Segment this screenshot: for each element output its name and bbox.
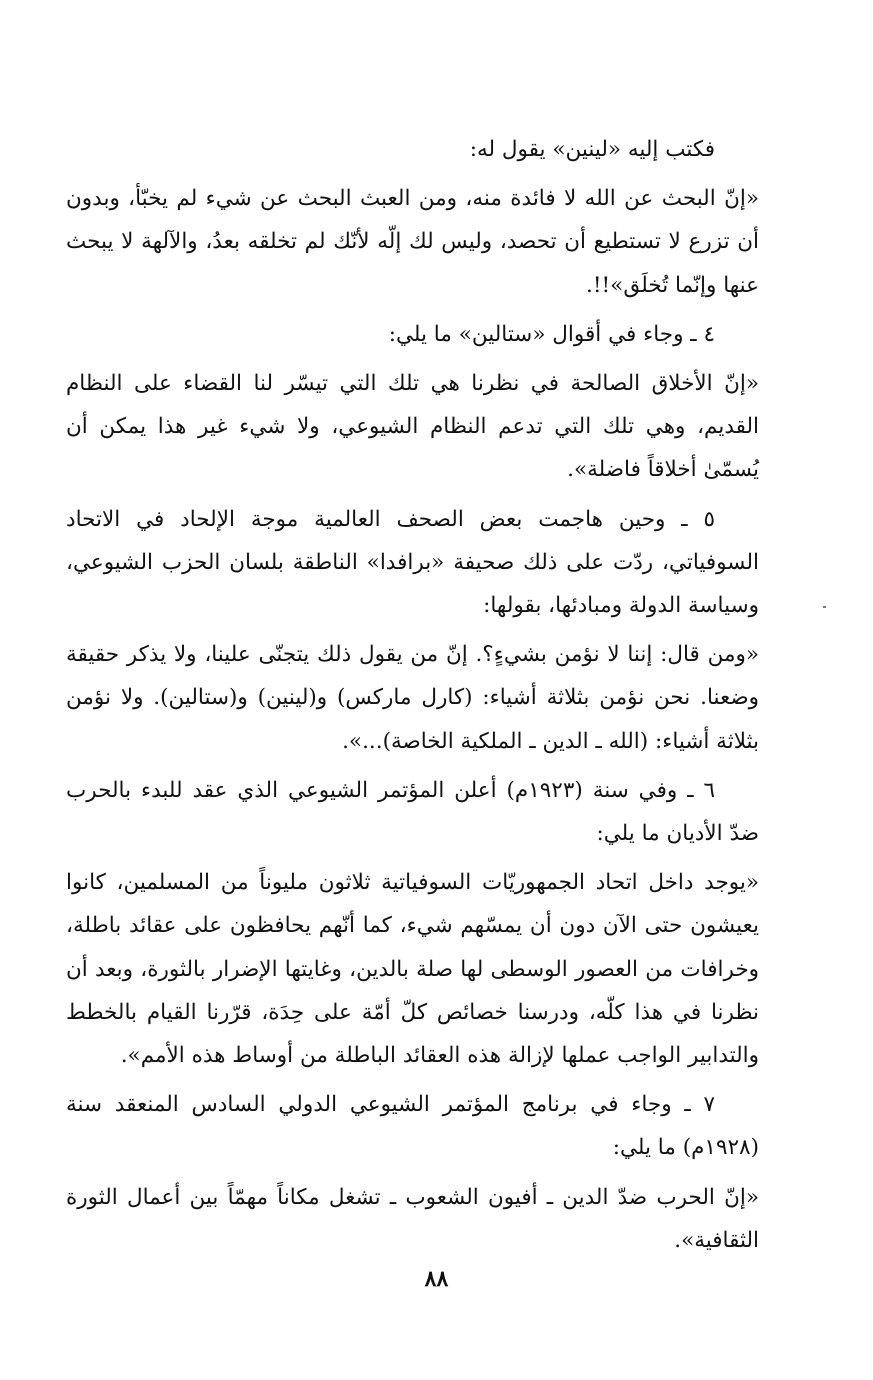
quote-congress-1928: «إنّ الحرب ضدّ الدين ـ أفيون الشعوب ـ تشغل مكاناً مهمّاً بين أعمال الثورة الثقافية».	[66, 1184, 759, 1253]
paragraph-item-6: ٦ ـ وفي سنة (١٩٢٣م) أعلن المؤتمر الشيوعي الذي عقد للبدء بالحرب ضدّ الأديان ما يلي:	[66, 777, 759, 847]
paragraph-item-4: ٤ ـ وجاء في أقوال «ستالين» ما يلي:	[388, 321, 715, 347]
quote-lenin: «إنّ البحث عن الله لا فائدة منه، ومن العبث البحث عن شيء لم يخبّأ، وبدون أن تزرع لا تستطيع أن تحصد، وليس لك إلّه لأنّك لم تخلقه بعدُ، والآلهة لا يبحث عنها وإنّما تُخلَق»!!.	[66, 186, 759, 298]
page-number: ٨٨	[424, 1266, 449, 1292]
scan-speck	[823, 606, 826, 608]
quote-stalin: «إنّ الأخلاق الصالحة في نظرنا هي تلك التي تيسّر لنا القضاء على النظام القديم، وهي تلك التي تدعم النظام الشيوعي، ولا شيء غير هذا يمكن أن يُسمّىٰ أخلاقاً فاضلة».	[66, 371, 759, 483]
page-body	[66, 128, 759, 1268]
paragraph-item-7: ٧ ـ وجاء في برنامج المؤتمر الشيوعي الدولي السادس المنعقد سنة (١٩٢٨م) ما يلي:	[66, 1092, 759, 1161]
quote-congress-1923: «يوجد داخل اتحاد الجمهوريّات السوفياتية ثلاثون مليوناً من المسلمين، كانوا يعيشون حتى الآن دون أن يمسّهم شيء، كما أنّهم يحافظون على عقائد باطلة، وخرافات من العصور الوسطى لها صلة بالدين، وغايتها الإضرار بالثورة، وبعد أن نظرنا في هذا كلّه، ودرسنا خصائص كلّ أمّة على حِدَة، قرّرنا القيام بالخطط والتدابير الواجب عملها لإزالة هذه العقائد الباطلة من أوساط هذه الأمم».	[66, 870, 759, 1069]
quote-pravda: «ومن قال: إننا لا نؤمن بشيءٍ؟. إنّ من يقول ذلك يتجنّى علينا، ولا يذكر حقيقة وضعنا. نحن نؤمن بثلاثة أشياء: (كارل ماركس) و(لينين) و(ستالين). ولا نؤمن بثلاثة أشياء: (الله ـ الدين ـ الملكية الخاصة)...».	[66, 642, 759, 754]
paragraph-item-5: ٥ ـ وحين هاجمت بعض الصحف العالمية موجة الإلحاد في الاتحاد السوفياتي، ردّت على ذلك صحيفة «برافدا» الناطقة بلسان الحزب الشيوعي، وسياسة الدولة ومبادئها، بقولها:	[66, 506, 759, 619]
paragraph-lenin-reply-intro: فكتب إليه «لينين» يقول له:	[469, 137, 715, 162]
